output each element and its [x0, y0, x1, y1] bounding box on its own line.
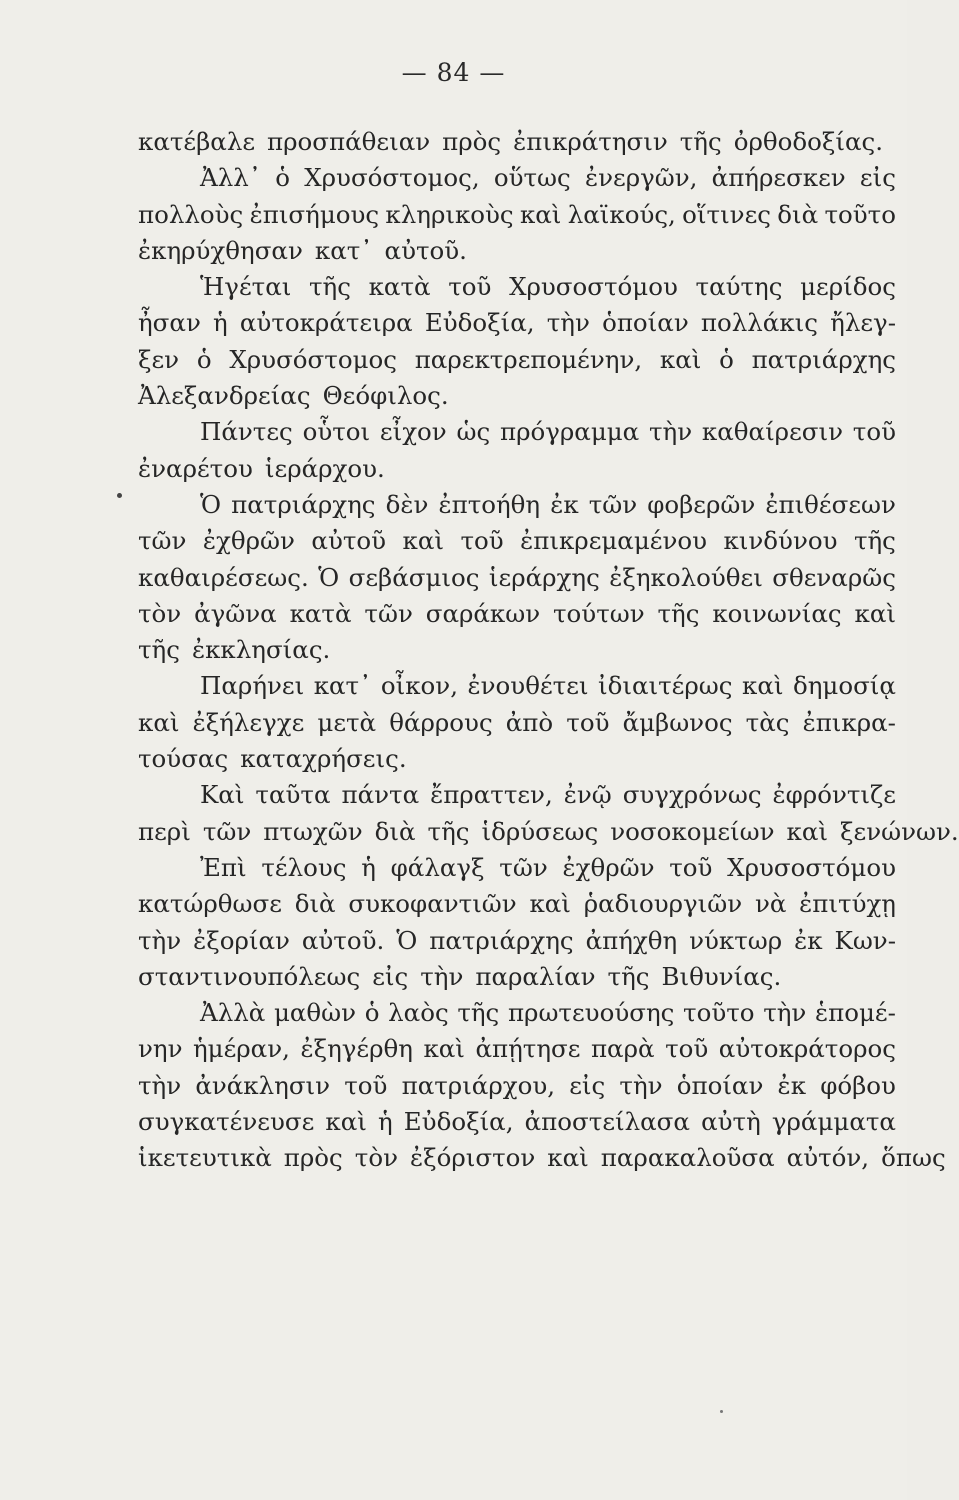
text-line: συγκατένευσε καὶ ἡ Εὐδοξία, ἀποστείλασα αὐτὴ γράμματα: [138, 1107, 896, 1137]
text-line: πολλοὺς ἐπισήμους κληρικοὺς καὶ λαϊκούς, οἵτινες διὰ τοῦτο: [138, 199, 896, 229]
text-line: Παρήνει κατ᾽ οἶκον, ἐνουθέτει ἰδιαιτέρως καὶ δημοσίᾳ: [200, 671, 896, 701]
text-line: Ἡγέται τῆς κατὰ τοῦ Χρυσοστόμου ταύτης μερίδος: [200, 272, 896, 302]
text-line: τούσας καταχρήσεις.: [138, 744, 407, 774]
paragraph: [138, 995, 946, 1176]
text-line: τὴν ἀνάκλησιν τοῦ πατριάρχου, εἰς τὴν ὁποίαν ἐκ φόβου: [138, 1070, 896, 1100]
text-line: καὶ ἐξήλεγχε μετὰ θάρρους ἀπὸ τοῦ ἄμβωνος τὰς ἐπικρα-: [138, 707, 896, 737]
text-line: ἐναρέτου ἱεράρχου.: [138, 453, 385, 483]
text-line: ἱκετευτικὰ πρὸς τὸν ἐξόριστον καὶ παρακαλοῦσα αὐτόν, ὅπως: [138, 1143, 946, 1173]
text-line: ἦσαν ἡ αὐτοκράτειρα Εὐδοξία, τὴν ὁποίαν πολλάκις ἤλεγ-: [138, 308, 896, 338]
text-line: Πάντες οὗτοι εἶχον ὡς πρόγραμμα τὴν καθαίρεσιν τοῦ: [200, 417, 896, 447]
paragraph: [138, 269, 896, 414]
text-line: Ἀλεξανδρείας Θεόφιλος.: [138, 381, 449, 411]
paragraph: [138, 850, 896, 995]
text-line: Ἀλλ᾽ ὁ Χρυσόστομος, οὕτως ἐνεργῶν, ἀπήρεσκεν εἰς: [200, 163, 896, 193]
paragraph: [138, 124, 896, 160]
paragraph: [138, 414, 896, 487]
text-line: Ἐπὶ τέλους ἡ φάλαγξ τῶν ἐχθρῶν τοῦ Χρυσοστόμου: [200, 852, 896, 882]
paragraph: [138, 160, 896, 269]
text-line: τῶν ἐχθρῶν αὐτοῦ καὶ τοῦ ἐπικρεμαμένου κινδύνου τῆς: [138, 526, 896, 556]
paper-speck: [720, 1410, 723, 1413]
paragraph: [138, 668, 896, 777]
text-line: τὴν ἐξορίαν αὐτοῦ. Ὁ πατριάρχης ἀπήχθη νύκτωρ ἐκ Κων-: [138, 925, 896, 955]
paragraph: [138, 777, 959, 850]
text-line: κατώρθωσε διὰ συκοφαντιῶν καὶ ῥαδιουργιῶν νὰ ἐπιτύχῃ: [138, 889, 896, 919]
text-line: κατέβαλε προσπάθειαν πρὸς ἐπικράτησιν τῆς ὀρθοδοξίας.: [138, 127, 884, 156]
text-line: σταντινουπόλεως εἰς τὴν παραλίαν τῆς Βιθυνίας.: [138, 961, 782, 991]
text-line: ἐκηρύχθησαν κατ᾽ αὐτοῦ.: [138, 235, 467, 265]
text-line: τὸν ἀγῶνα κατὰ τῶν σαράκων τούτων τῆς κοινωνίας καὶ: [138, 598, 896, 628]
text-line: νην ἡμέραν, ἐξηγέρθη καὶ ἀπῄτησε παρὰ τοῦ αὐτοκράτορος: [138, 1034, 896, 1064]
text-line: τῆς ἐκκλησίας.: [138, 635, 331, 665]
text-line: ξεν ὁ Χρυσόστομος παρεκτρεπομένην, καὶ ὁ πατριάρχης: [138, 344, 896, 374]
text-line: Ἀλλὰ μαθὼν ὁ λαὸς τῆς πρωτευούσης τοῦτο τὴν ἑπομέ-: [200, 998, 896, 1028]
text-line: Ὁ πατριάρχης δὲν ἐπτοήθη ἐκ τῶν φοβερῶν ἐπιθέσεων: [200, 489, 896, 519]
paragraph: [138, 487, 896, 668]
text-line: περὶ τῶν πτωχῶν διὰ τῆς ἱδρύσεως νοσοκομείων καὶ ξενώνων.: [138, 816, 959, 846]
text-line: καθαιρέσεως. Ὁ σεβάσμιος ἱεράρχης ἐξηκολούθει σθεναρῶς: [138, 562, 896, 592]
text-line: Καὶ ταῦτα πάντα ἔπραττεν, ἐνῷ συγχρόνως ἐφρόντιζε: [200, 780, 896, 810]
body-text: [138, 124, 959, 1177]
margin-mark: [117, 493, 122, 498]
page-number: — 84 —: [401, 58, 506, 87]
